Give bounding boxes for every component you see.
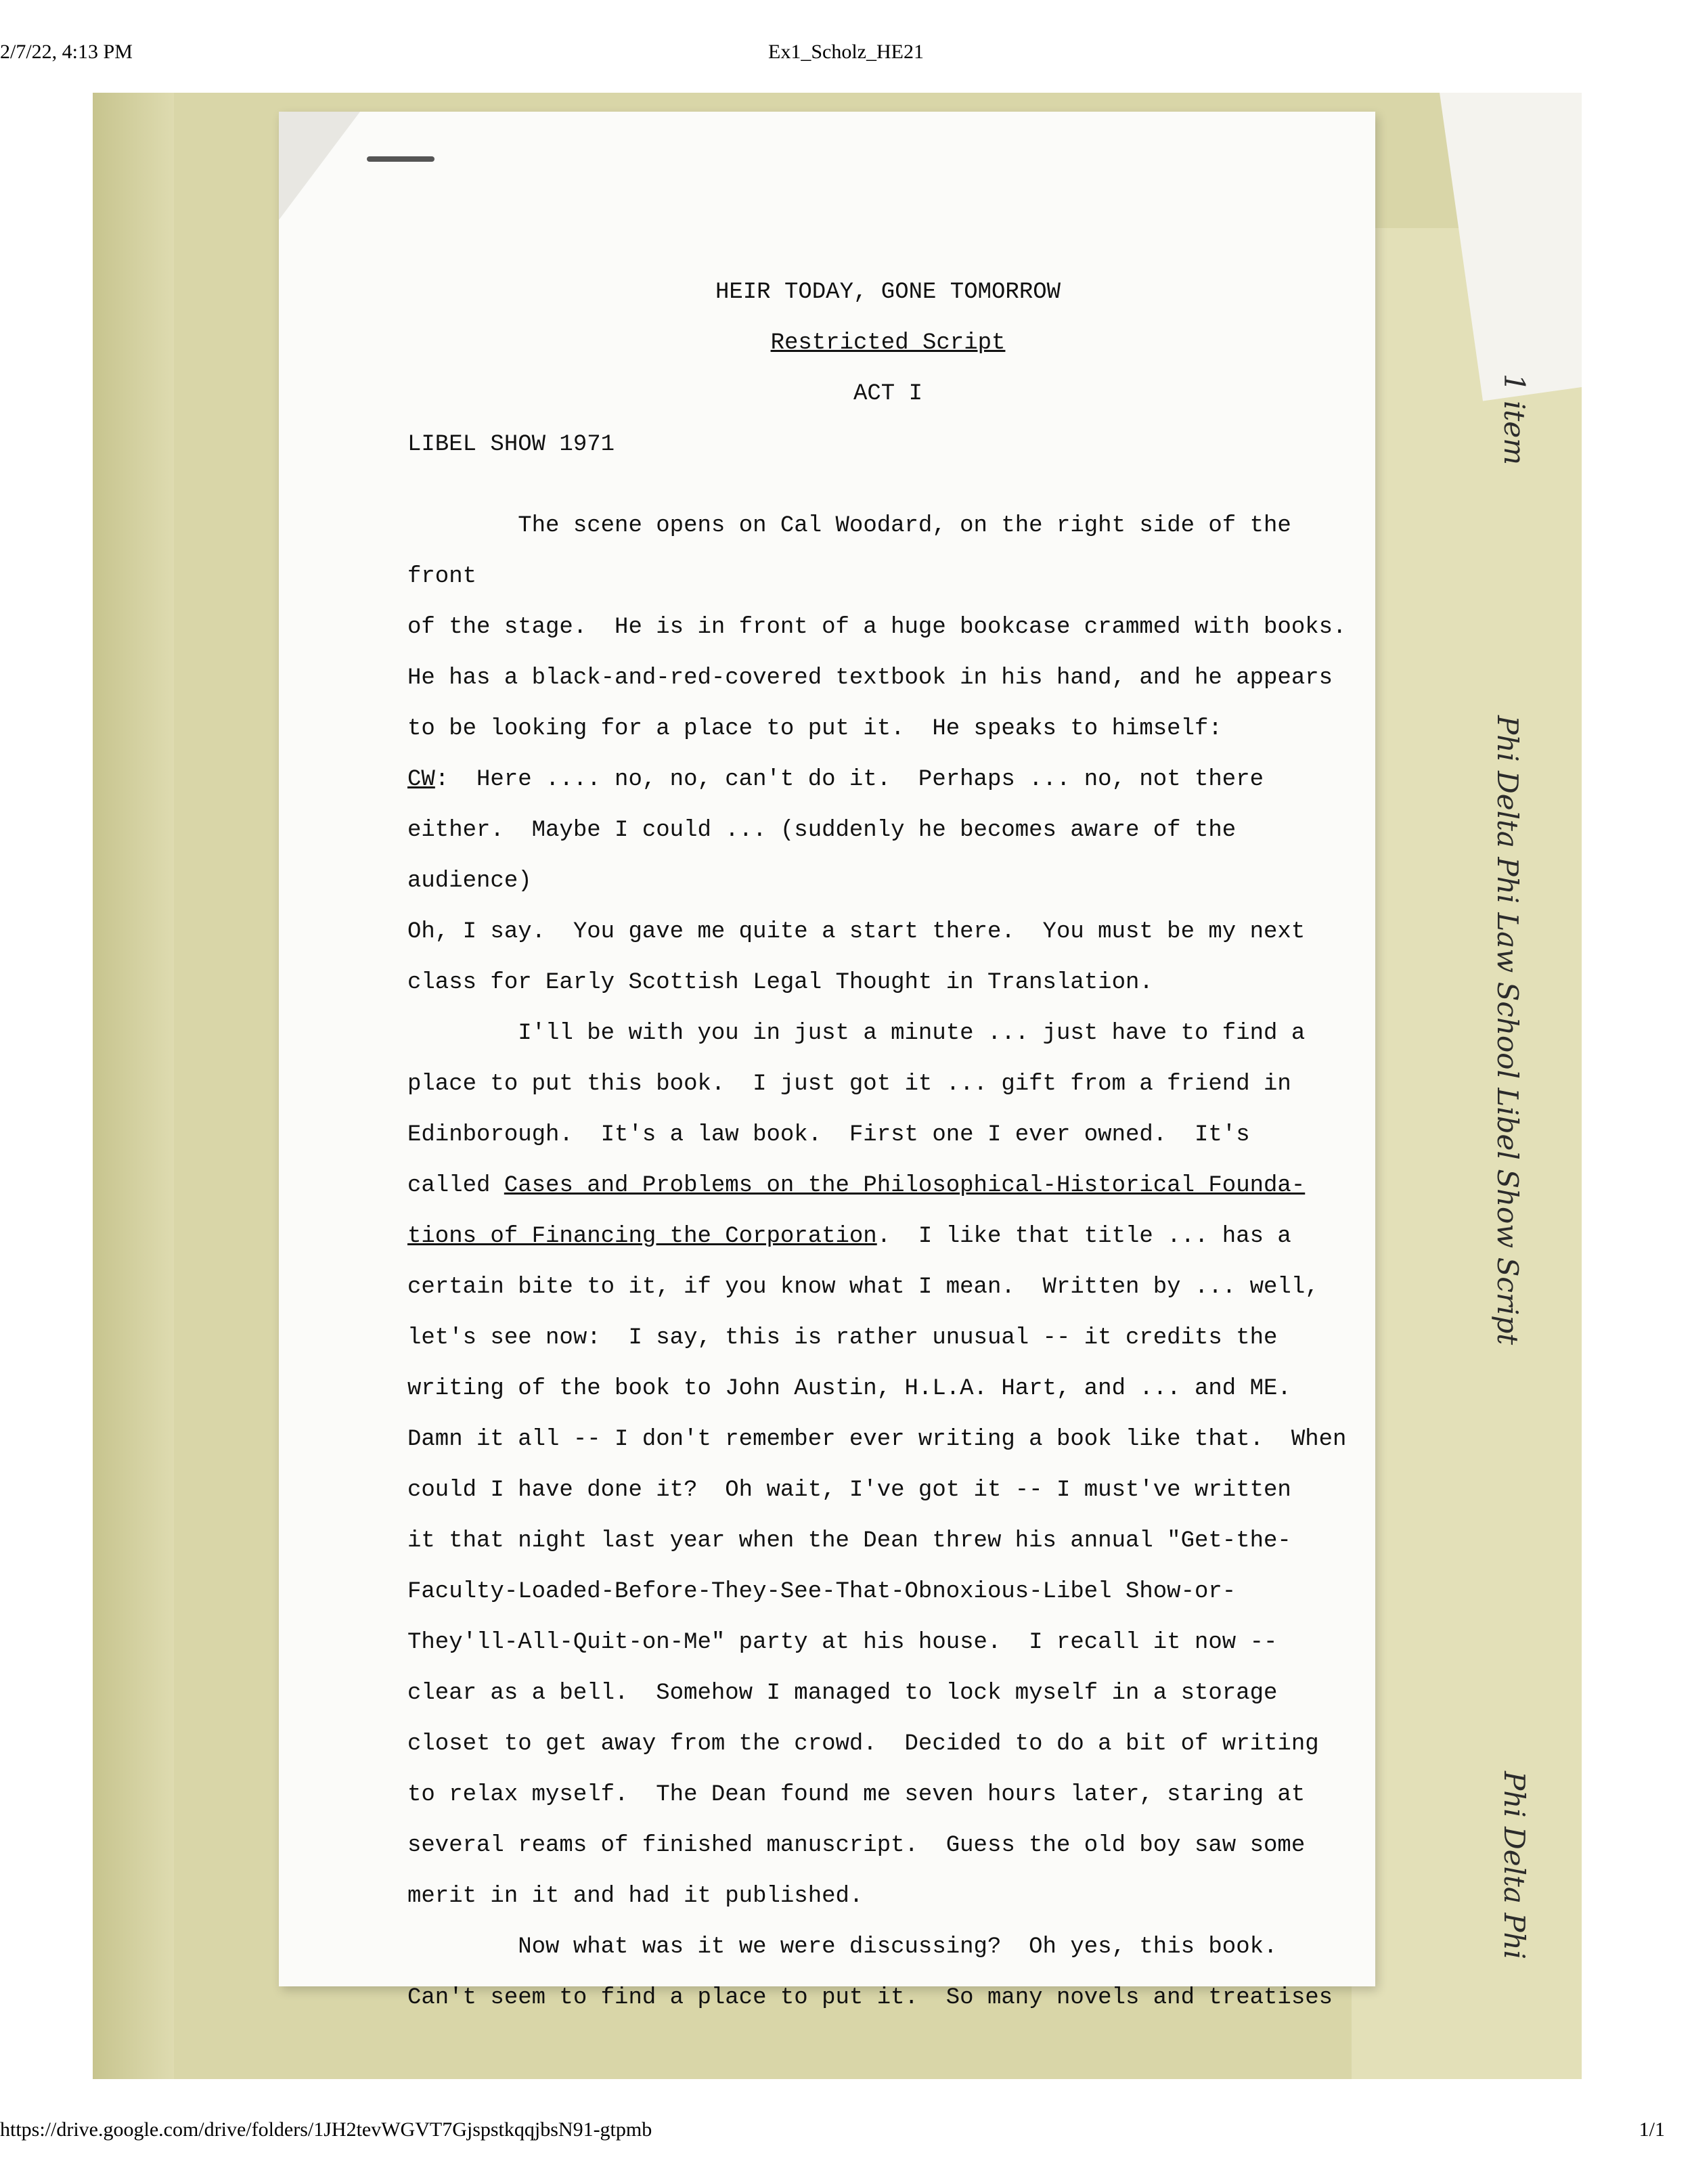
print-header bbox=[0, 41, 1692, 74]
text-line: to be looking for a place to put it. He speaks to himself: bbox=[407, 716, 1222, 742]
book-title: Cases and Problems on the Philosophical-Historical Founda- bbox=[504, 1173, 1306, 1199]
text-line: of the stage. He is in front of a huge bookcase crammed with books. bbox=[407, 615, 1347, 640]
text-line: let's see now: I say, this is rather unusual -- it credits the bbox=[407, 1325, 1278, 1351]
text-line: They'll-All-Quit-on-Me" party at his house. I recall it now -- bbox=[407, 1630, 1278, 1655]
text-line: Now what was it we were discussing? Oh yes, this book. bbox=[518, 1934, 1278, 1960]
book-title-cont: tions of Financing the Corporation bbox=[407, 1224, 877, 1249]
text-line: CW: Here .... no, no, can't do it. Perhaps ... no, not there bbox=[407, 767, 1264, 793]
text-line: Oh, I say. You gave me quite a start there. You must be my next bbox=[407, 919, 1306, 945]
text-line: it that night last year when the Dean threw his annual "Get-the- bbox=[407, 1528, 1291, 1554]
script-text bbox=[407, 267, 1368, 2024]
text-line: The scene opens on Cal Woodard, on the right side of the front bbox=[407, 513, 1306, 589]
staple bbox=[367, 156, 435, 162]
folder-edge bbox=[93, 93, 174, 2079]
print-footer bbox=[0, 2118, 1692, 2152]
script-subtitle: Restricted Script bbox=[770, 330, 1006, 356]
text-line: He has a black-and-red-covered textbook in his hand, and he appears bbox=[407, 665, 1333, 691]
folder-back bbox=[1352, 228, 1582, 2079]
text-line: certain bite to it, if you know what I mean. Written by ... well, bbox=[407, 1274, 1319, 1300]
page-count: 1/1 bbox=[1639, 2118, 1665, 2141]
text-line: could I have done it? Oh wait, I've got it -- I must've written bbox=[407, 1477, 1291, 1503]
text-line: to relax myself. The Dean found me seven hours later, staring at bbox=[407, 1782, 1306, 1808]
corner-fold bbox=[279, 112, 360, 220]
handwritten-short-label: Phi Delta Phi bbox=[1498, 1771, 1531, 1960]
text-line: class for Early Scottish Legal Thought in Translation. bbox=[407, 970, 1153, 996]
handwritten-item-count: 1 item bbox=[1498, 374, 1531, 466]
document-title: Ex1_Scholz_HE21 bbox=[768, 41, 924, 63]
text-line: several reams of finished manuscript. Guess the old boy saw some bbox=[407, 1833, 1306, 1858]
text-line: either. Maybe I could ... (suddenly he becomes aware of the audience) bbox=[407, 818, 1250, 894]
text-line: Edinborough. It's a law book. First one I ever owned. It's bbox=[407, 1122, 1250, 1148]
text-line: merit in it and had it published. bbox=[407, 1884, 864, 1909]
text-line: writing of the book to John Austin, H.L.A. Hart, and ... and ME. bbox=[407, 1376, 1291, 1402]
script-title: HEIR TODAY, GONE TOMORROW bbox=[715, 280, 1061, 305]
text-line: Damn it all -- I don't remember ever writing a book like that. When bbox=[407, 1427, 1347, 1452]
document-photo bbox=[93, 93, 1582, 2079]
source-url: https://drive.google.com/drive/folders/1JH2tevWGVT7GjspstkqqjbsN91-gtpmb bbox=[0, 2118, 652, 2141]
speaker-label: CW bbox=[407, 767, 435, 793]
text-line: place to put this book. I just got it ... gift from a friend in bbox=[407, 1071, 1291, 1097]
text-line: closet to get away from the crowd. Decided to do a bit of writing bbox=[407, 1731, 1319, 1757]
handwritten-label: Phi Delta Phi Law School Libel Show Script bbox=[1491, 715, 1524, 1345]
text-line: called Cases and Problems on the Philosophical-Historical Founda- bbox=[407, 1173, 1306, 1199]
text-line: Faculty-Loaded-Before-They-See-That-Obnoxious-Libel Show-or- bbox=[407, 1579, 1237, 1605]
text-line: I'll be with you in just a minute ... just have to find a bbox=[518, 1021, 1306, 1046]
print-date: 2/7/22, 4:13 PM bbox=[0, 41, 133, 63]
script-page bbox=[279, 112, 1375, 2011]
text-line: clear as a bell. Somehow I managed to lock myself in a storage bbox=[407, 1680, 1278, 1706]
text-line: tions of Financing the Corporation. I like that title ... has a bbox=[407, 1224, 1291, 1249]
paragraph-1 bbox=[407, 501, 1368, 2024]
text-line: Can't seem to find a place to put it. So many novels and treatises bbox=[407, 1985, 1333, 2011]
show-heading: LIBEL SHOW 1971 bbox=[407, 432, 615, 458]
act-heading: ACT I bbox=[853, 381, 923, 407]
